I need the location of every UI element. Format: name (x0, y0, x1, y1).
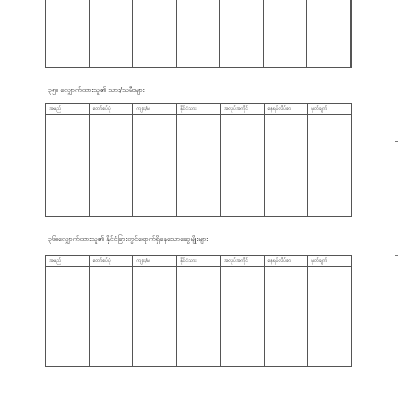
table-column (90, 0, 134, 67)
column-address (265, 256, 309, 366)
column-citizenship (177, 256, 221, 366)
column-header: အမည် (46, 104, 89, 115)
column-header: မှတ်ချက် (308, 256, 351, 267)
scan-edge-mark (395, 255, 398, 256)
column-header: နိုင်ငံသား (177, 104, 220, 115)
column-remarks (308, 256, 351, 366)
column-header: တော်စပ်ပုံ (90, 256, 133, 267)
column-header: မှတ်ချက် (308, 104, 351, 115)
scan-edge-mark (395, 141, 398, 142)
column-header: ကျား/မ (133, 104, 176, 115)
section-35-heading: ၃၅။ လျှောက်ထားသူ၏ သား/သမီးများ (48, 86, 145, 94)
column-occupation (221, 256, 265, 366)
column-header: အလုပ်အကိုင် (221, 104, 264, 115)
table-column (307, 0, 351, 67)
column-relationship (90, 256, 134, 366)
column-gender (133, 256, 177, 366)
column-header: အလုပ်အကိုင် (221, 256, 264, 267)
table-column (220, 0, 264, 67)
column-gender (133, 104, 177, 216)
column-name (46, 104, 90, 216)
column-header: နေရပ်လိပ်စာ (265, 104, 308, 115)
column-header: ကျား/မ (133, 256, 176, 267)
column-name (46, 256, 90, 366)
table-column (264, 0, 308, 67)
column-occupation (221, 104, 265, 216)
table-column (46, 0, 90, 67)
column-header: အမည် (46, 256, 89, 267)
column-header: နိုင်ငံသား (177, 256, 220, 267)
table-column (133, 0, 177, 67)
column-header: တော်စပ်ပုံ (90, 104, 133, 115)
children-table (45, 103, 352, 217)
column-header: နေရပ်လိပ်စာ (265, 256, 308, 267)
column-citizenship (177, 104, 221, 216)
section-36-heading: ၃၆။လျှောက်ထားသူ၏ နိုင်ငံခြားတွင်ရောက်ရှိနေသောဆွေမျိုးများ (48, 235, 209, 243)
table-column (177, 0, 221, 67)
column-relationship (90, 104, 134, 216)
relatives-abroad-table (45, 255, 352, 367)
previous-table-continuation (45, 0, 352, 68)
column-remarks (308, 104, 351, 216)
column-address (265, 104, 309, 216)
